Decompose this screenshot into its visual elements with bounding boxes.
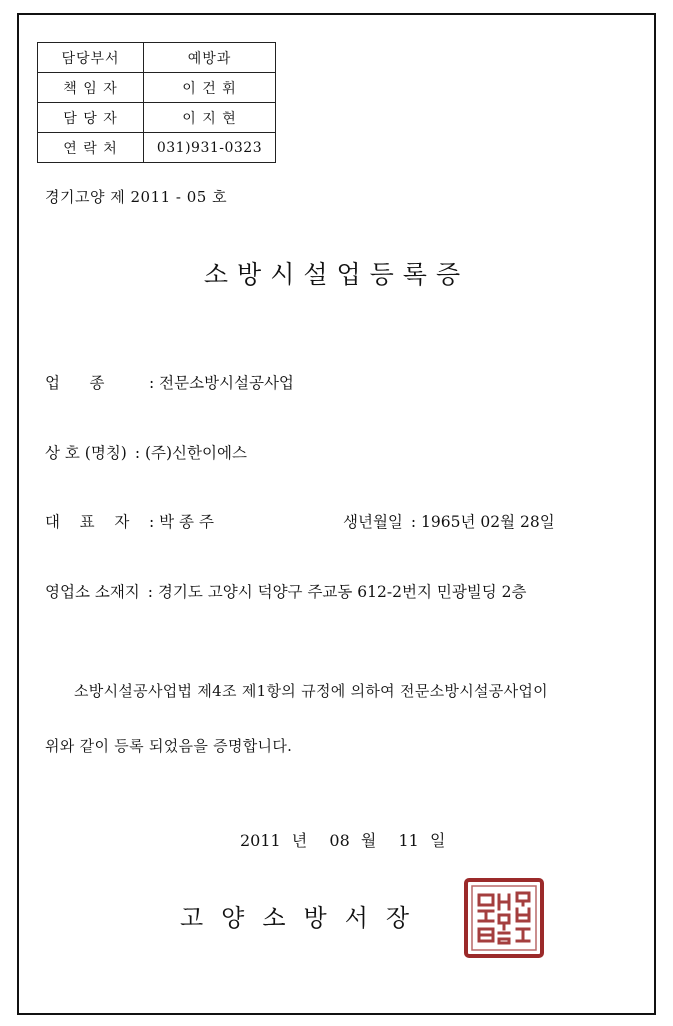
body-text-line2: 위와 같이 등록 되었음을 증명합니다. bbox=[45, 737, 293, 755]
company-name-value: : (주)신한이에스 bbox=[134, 444, 247, 462]
contact-value: 031)931-0323 bbox=[144, 133, 276, 163]
table-row bbox=[38, 73, 276, 103]
office-address-label: 영업소 소재지 bbox=[45, 583, 140, 601]
business-type-value: : 전문소방시설공사업 bbox=[149, 374, 294, 392]
representative-value: : 박 종 주 bbox=[149, 513, 214, 531]
table-row bbox=[38, 133, 276, 163]
company-name-label: 상 호 (명칭) bbox=[45, 444, 127, 462]
business-type-label: 업 종 bbox=[45, 374, 105, 392]
staff-value: 이 지 현 bbox=[144, 103, 276, 133]
business-type-row bbox=[45, 371, 294, 393]
manager-label: 책 임 자 bbox=[38, 73, 144, 103]
representative-row bbox=[45, 510, 214, 532]
office-address-row bbox=[45, 580, 527, 602]
staff-label: 담 당 자 bbox=[38, 103, 144, 133]
birth-date-value: : 1965년 02월 28일 bbox=[410, 513, 555, 531]
issuer-name: 고양소방서장 bbox=[180, 904, 428, 932]
contact-label: 연 락 처 bbox=[38, 133, 144, 163]
department-info-table bbox=[37, 42, 276, 163]
office-address-value: : 경기도 고양시 덕양구 주교동 612-2번지 민광빌딩 2층 bbox=[147, 583, 527, 601]
document-number: 경기고양 제 2011 - 05 호 bbox=[45, 188, 228, 206]
birth-date-row bbox=[343, 510, 555, 532]
official-seal-icon bbox=[463, 877, 545, 959]
birth-date-label: 생년월일 bbox=[343, 513, 403, 531]
dept-label: 담당부서 bbox=[38, 43, 144, 73]
manager-value: 이 건 휘 bbox=[144, 73, 276, 103]
table-row bbox=[38, 103, 276, 133]
company-name-row bbox=[45, 441, 247, 463]
issue-date: 2011 년 08 월 11 일 bbox=[240, 831, 446, 850]
table-row bbox=[38, 43, 276, 73]
representative-label: 대 표 자 bbox=[45, 513, 130, 531]
certificate-title: 소방시설업등록증 bbox=[203, 260, 470, 289]
dept-value: 예방과 bbox=[144, 43, 276, 73]
body-text-line1: 소방시설공사업법 제4조 제1항의 규정에 의하여 전문소방시설공사업이 bbox=[74, 682, 548, 700]
